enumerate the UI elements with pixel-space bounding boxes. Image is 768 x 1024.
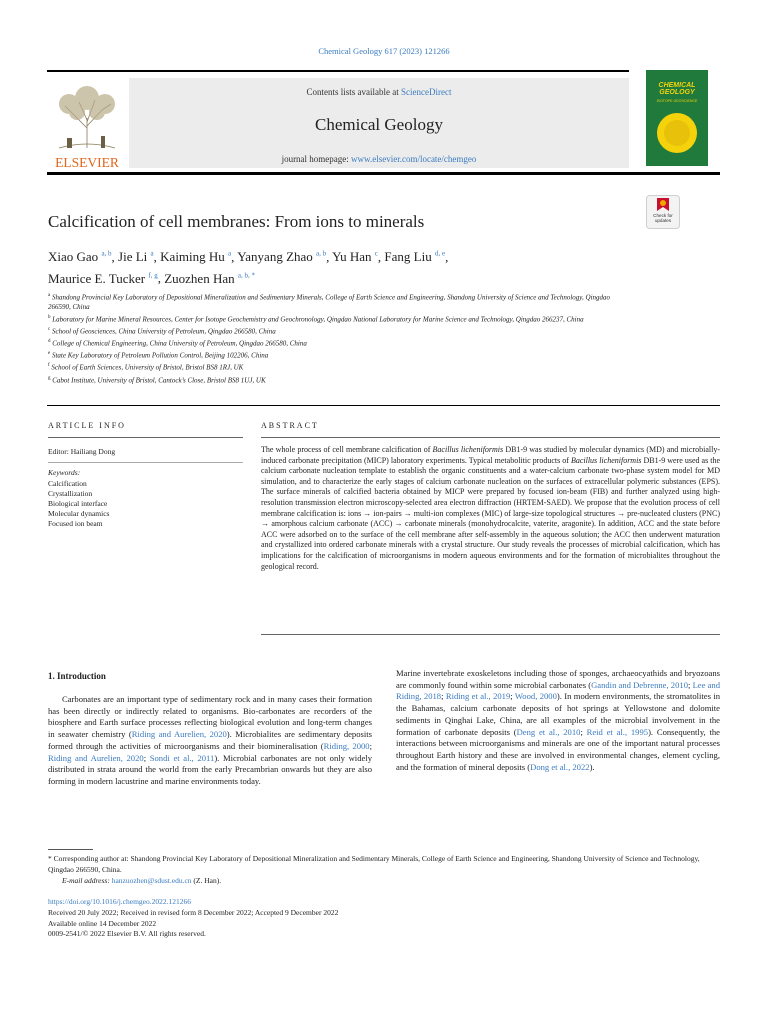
affiliation: $^b$ Laboratory for Marine Mineral Resources, Center for Isotope Geochemistry and Geochronology, Qingdao National Laboratory for Marine Science and Technology, Qingdao 266237, China — [48, 314, 584, 324]
homepage-line — [129, 154, 629, 164]
cover-subtitle: ISOTOPE GEOSCIENCE — [656, 99, 698, 103]
homepage-prefix: journal homepage: — [281, 154, 352, 164]
keyword[interactable]: Calcification — [48, 479, 87, 488]
email-line: E-mail address: hanzuozhen@sdust.edu.cn (Z. Han). — [62, 876, 222, 885]
sciencedirect-link[interactable]: ScienceDirect — [401, 87, 452, 97]
journal-banner — [129, 78, 629, 168]
online-date: Available online 14 December 2022 — [48, 918, 157, 928]
affiliation: $^e$ State Key Laboratory of Petroleum Pollution Control, Beijing 102206, China — [48, 351, 269, 360]
citation-link[interactable]: Reid et al., 1995 — [586, 726, 649, 737]
author[interactable]: Kaiming Hu $^a$ — [160, 249, 232, 265]
publication-info — [48, 897, 338, 940]
abstract-text: The whole process of cell membrane calcification of Bacillus licheniformis DB1-9 was studied by molecular dynamics (MD) and microbially-induced carbonate precipitation (MICP) laboratory experiments. Typical metabolitic products of Bacillus licheniformis DB1-9 were used as the calcium carbonate nucleation template to establish the organic constituents and a water-calcium carbonate two-phase system model for MD simulation, and to characterize the early stages of calcium carbonate nucleation on the surfaces of extracellular polymeric substances (EPS). The surface minerals of calcified bacteria obtained by MICP were prepared by focused ion-beam (FIB) and further analyzed using high-resolution transmission electron microscopy-selected area electron diffraction (HRTEM-SAED). We propose that the evolution process of cell membrane calcification is: ions → ion-pairs → multi-ion complexes (MIC) of large-size topological structures → pre-nucleated clusters (PNC) → amorphous calcium carbonate (ACC) → carbonate minerals (monohydrocalcite, vaterite, aragonite). In addition, ACC and the state before ACC were adsorbed on to the surface of the cell membrane after self-assembly in the aqueous solution; the ACC then underwent maturation and crystallized into ordered carbonate minerals with a crystal structure. Our study reveals the processes of microbial calcification, which has implications for the calcification of microorganisms in modern aqueous environments and for the formation of microbialites throughout the geological record. — [261, 445, 720, 571]
introduction-paragraph-2: Marine invertebrate exoskeletons including those of sponges, archaeocyathids and bryozoans are commonly found within some microbial carbonates (Gandin and Debrenne, 2010; Lee and Riding, 2018; Riding et al., 2019; Wood, 2000). In modern environments, the stromatolites in the Bahamas, calcium carbonate deposits of hot springs at Yellowstone and dolomite sediments in Qinghai Lake, China, are all examples of the microbial involvement in the formation of carbonate deposits (Deng et al., 2010; Reid et al., 1995). Consequently, the interactions between microorganisms and minerals are one of the important natural processes throughout Earth history and these are involved in environmental changes, element cycling, and the formation of mineral deposits (Dong et al., 2022). — [396, 668, 721, 772]
citation-link[interactable]: Riding et al., 2019 — [445, 691, 511, 702]
journal-name: Chemical Geology — [315, 115, 443, 134]
editor-line: Editor: Hailiang Dong — [48, 447, 116, 456]
introduction-paragraph-1: Carbonates are an important type of sedimentary rock and in many cases their formation has been directly or indirectly related to organisms. Bio-carbonates are recorders of the biosphere and Earth surface processes reflecting biological evolution and long-term changes in seawater chemistry (Riding and Aurelien, 2020). Microbialites are sedimentary deposits formed through the activities of microorganisms and their biomineralisation (Riding, 2000; Riding and Aurelien, 2020; Sondi et al., 2011). Microbial carbonates are not only widely distributed in strata around the world from the early Precambrian onwards but they are also forming in modern lacustrine and marine environments today. — [48, 694, 372, 786]
corresponding-author-footnote — [48, 853, 720, 886]
affiliation: $^a$ Shandong Provincial Key Laboratory of Depositional Mineralization and Sedimentary Minerals, College of Earth Science and Engineering, Shandong University of Science and Technology, Qingdao 266590, China — [48, 293, 611, 312]
affiliation: $^d$ College of Chemical Engineering, China University of Petroleum, Qingdao 266580, China — [48, 339, 307, 348]
contents-prefix: Contents lists available at — [306, 87, 401, 97]
species-name: Bacillus licheniformis — [432, 445, 504, 454]
keywords-heading: Keywords: — [48, 468, 81, 477]
author[interactable]: Xiao Gao $^{a, b}$ — [48, 249, 112, 265]
article-title: Calcification of cell membranes: From ions to minerals — [48, 212, 425, 231]
citation-link[interactable]: Sondi et al., 2011 — [149, 752, 215, 763]
header-rule — [47, 172, 720, 175]
citation-link[interactable]: Riding, 2000 — [323, 740, 370, 751]
footnote-rule — [48, 849, 93, 850]
citation-link[interactable]: Riding and Aurelien, 2020 — [48, 752, 144, 763]
author[interactable]: Maurice E. Tucker $^{f, g}$ — [48, 270, 158, 286]
doi-link[interactable]: https://doi.org/10.1016/j.chemgeo.2022.121266 — [48, 897, 191, 906]
citation-link[interactable]: Riding and Aurelien, 2020 — [131, 729, 227, 740]
author[interactable]: Yanyang Zhao $^{a, b}$ — [237, 249, 327, 265]
section-rule — [47, 405, 720, 406]
publisher-wordmark: ELSEVIER — [55, 155, 119, 170]
keyword[interactable]: Crystallization — [48, 489, 93, 498]
keyword[interactable]: Focused ion beam — [48, 519, 103, 528]
affiliation: $^g$ Cabot Institute, University of Bristol, Cantock’s Close, Bristol BS8 1UJ, UK — [48, 375, 266, 384]
citation-link[interactable]: Wood, 2000 — [514, 691, 557, 702]
affiliation: $^c$ School of Geosciences, China University of Petroleum, Qingdao 266580, China — [48, 327, 276, 336]
received-dates: Received 20 July 2022; Received in revised form 8 December 2022; Accepted 9 December 2022 — [48, 907, 339, 917]
keywords-list — [48, 479, 109, 529]
abstract-rule — [261, 437, 720, 438]
abstract-rule-bottom — [261, 634, 720, 635]
check-for-updates-icon[interactable] — [646, 195, 680, 229]
masthead — [47, 70, 629, 174]
citation-link[interactable]: Lee and Riding, 2018 — [396, 679, 721, 702]
corresponding-author-text: * Corresponding author at: Shandong Provincial Key Laboratory of Depositional Mineralization and Sedimentary Minerals, College of Earth Science and Engineering, Shandong University of Science and Technology, Qingdao 266590, China. — [48, 854, 700, 874]
introduction-heading: 1. Introduction — [48, 671, 106, 681]
author[interactable]: Zuozhen Han $^{a, b, *}$ — [164, 270, 255, 286]
citation-link[interactable]: Gandin and Debrenne, 2010 — [591, 679, 688, 690]
citation-link[interactable]: Deng et al., 2010 — [516, 726, 581, 737]
journal-homepage-link[interactable]: www.elsevier.com/locate/chemgeo — [351, 154, 477, 164]
cover-globe-icon — [654, 110, 700, 156]
check-for-updates-label: Check for updates — [653, 213, 673, 223]
keyword[interactable]: Molecular dynamics — [48, 509, 110, 518]
species-name: Bacillus licheniformis — [570, 455, 642, 465]
cover-title: CHEMICAL GEOLOGY — [658, 82, 696, 96]
elsevier-logo — [47, 78, 127, 170]
author-list: Xiao Gao $^{a, b}$, Jie Li $^a$, Kaiming Hu $^a$, Yanyang Zhao $^{a, b}$, Yu Han $^c$, Fang Liu $^{d, e}$, Maurice E. Tucker $^{f, g}$, Zuozhen Han $^{a, b, *}$ — [48, 249, 449, 286]
email-link[interactable]: hanzuozhen@sdust.edu.cn — [111, 876, 192, 885]
journal-cover[interactable] — [646, 70, 708, 166]
affiliation-list — [48, 291, 628, 386]
keyword[interactable]: Biological interface — [48, 499, 108, 508]
author[interactable]: Fang Liu $^{d, e}$ — [384, 249, 446, 265]
author[interactable]: Yu Han $^c$ — [332, 249, 378, 265]
masthead-rule — [47, 70, 629, 72]
affiliation: $^f$ School of Earth Sciences, University of Bristol, Bristol BS8 1RJ, UK — [48, 363, 244, 372]
article-info-rule-2 — [48, 462, 243, 463]
citation-link[interactable]: Dong et al., 2022 — [530, 761, 590, 772]
copyright: 0009-2541/© 2022 Elsevier B.V. All rights reserved. — [48, 929, 206, 939]
author[interactable]: Jie Li $^a$ — [118, 249, 154, 265]
article-info-rule — [48, 437, 243, 438]
journal-reference[interactable]: Chemical Geology 617 (2023) 121266 — [318, 46, 450, 56]
article-info-heading: ARTICLE INFO — [48, 421, 126, 430]
contents-line — [129, 87, 629, 97]
abstract-heading: ABSTRACT — [261, 421, 319, 430]
